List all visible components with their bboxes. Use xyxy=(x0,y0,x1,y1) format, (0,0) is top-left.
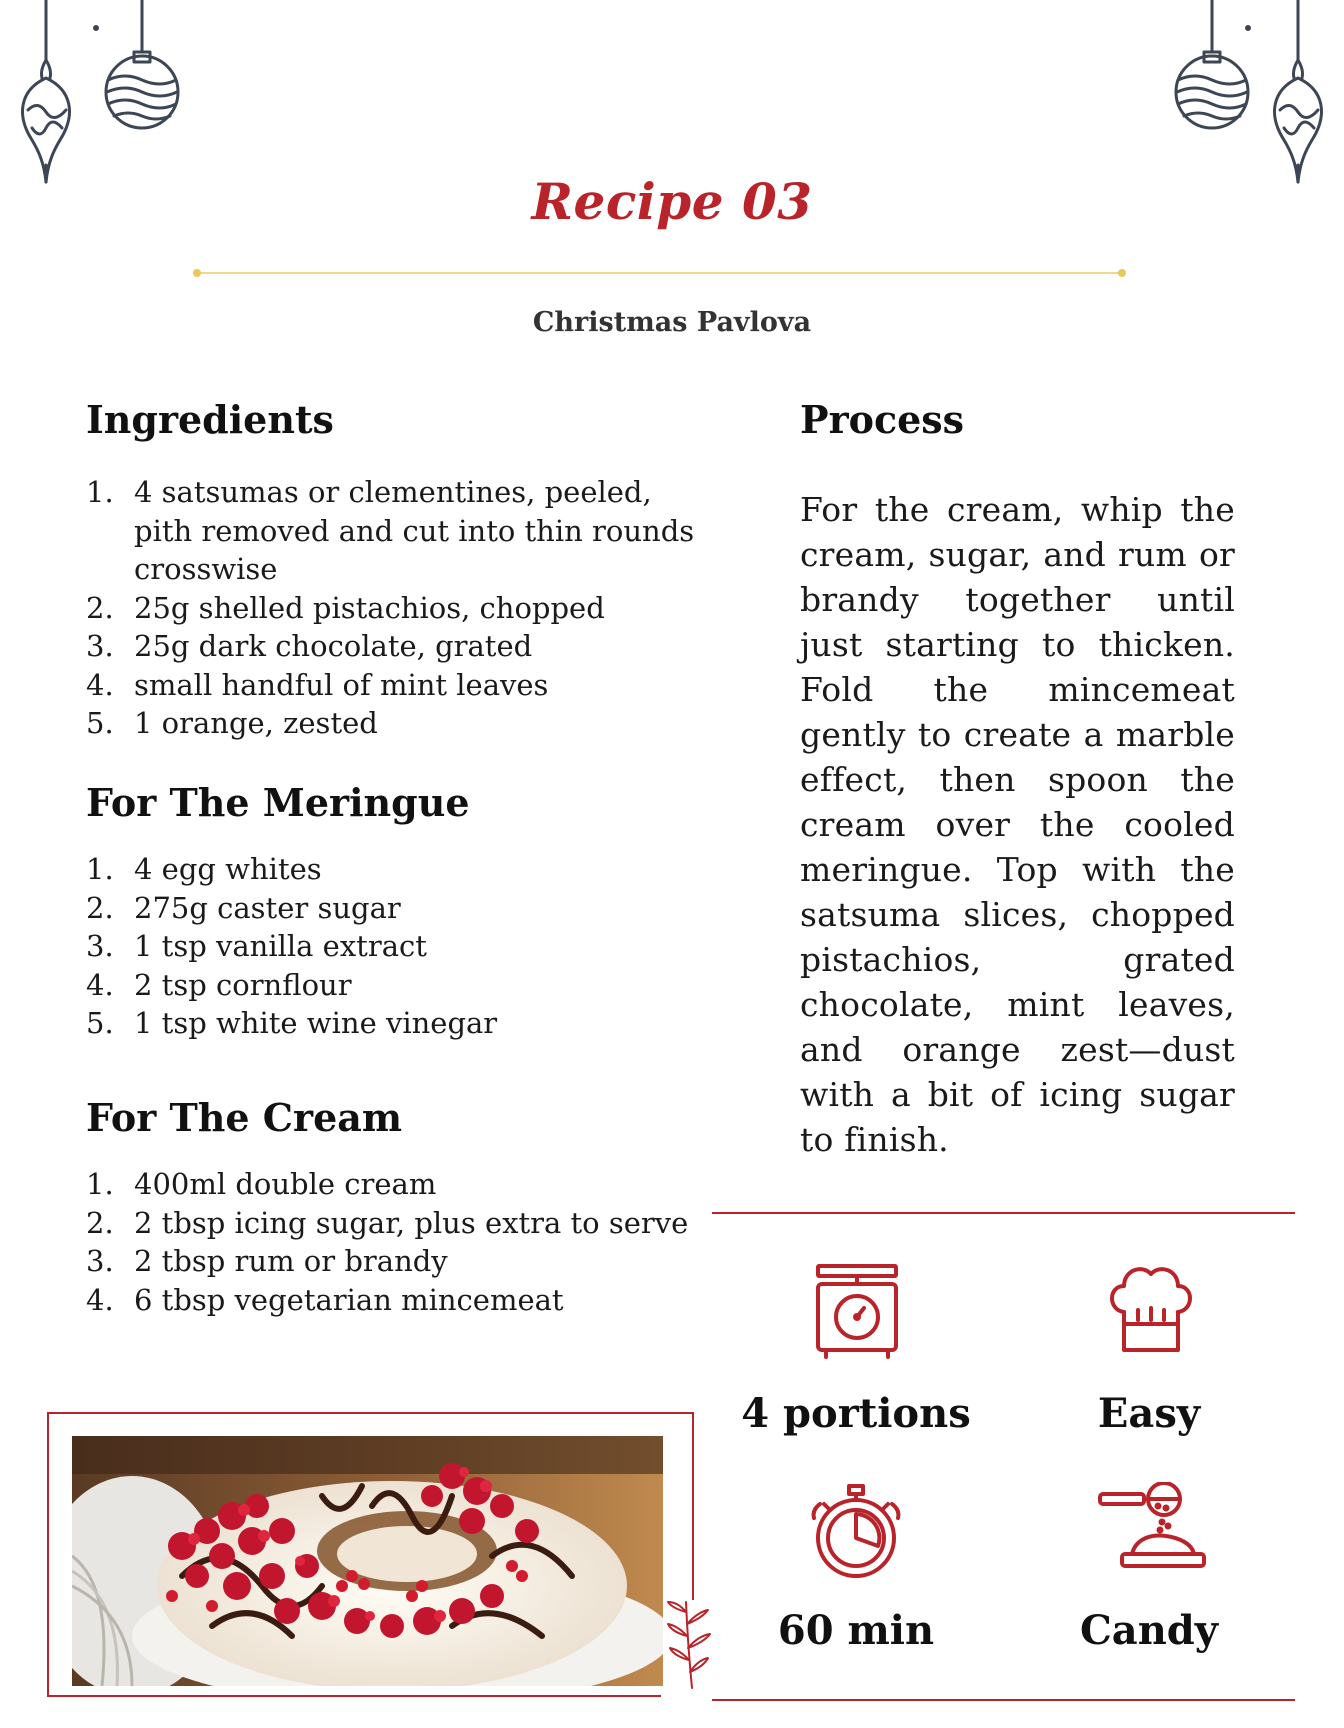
list-item: 1. 400ml double cream xyxy=(86,1167,437,1201)
chef-hat-icon xyxy=(1106,1262,1196,1360)
list-item: 4. 6 tbsp vegetarian mincemeat xyxy=(86,1282,564,1317)
time-value: 60 min xyxy=(777,1607,935,1654)
cream-list xyxy=(86,1165,726,1319)
sifter-icon xyxy=(1096,1482,1206,1582)
stats-bottom-divider xyxy=(712,1699,1295,1701)
title-divider xyxy=(197,272,1122,274)
ingredients-list xyxy=(86,473,726,743)
list-item: 4. small handful of mint leaves xyxy=(86,667,549,702)
photo-frame-bottom xyxy=(47,1695,661,1697)
list-item: 3. 1 tsp vanilla extract xyxy=(86,929,427,963)
list-item: 3. 25g dark chocolate, grated xyxy=(86,629,533,663)
process-heading: Process xyxy=(800,397,965,442)
kitchen-scale-icon xyxy=(812,1262,902,1360)
page-title: Recipe 03 xyxy=(531,172,813,231)
difficulty-value: Easy xyxy=(1097,1390,1201,1437)
photo-frame-left xyxy=(47,1412,49,1697)
list-item: 3. 2 tbsp rum or brandy xyxy=(86,1244,448,1278)
list-item: 1. 4 satsumas or clementines, peeled, pith removed and cut into thin rounds crosswise xyxy=(86,475,695,586)
list-item: 1. 4 egg whites xyxy=(86,852,322,886)
stopwatch-icon xyxy=(806,1482,906,1582)
list-item: 2. 2 tbsp icing sugar, plus extra to serve xyxy=(86,1205,689,1240)
list-item: 4. 2 tsp cornflour xyxy=(86,967,352,1002)
process-text: For the cream, whip the cream, sugar, and rum or brandy together until just starting to thicken. Fold the mincemeat gently to create a marble effect, then spoon the cream over the cooled meringue. Top with the satsuma slices, chopped pistachios, grated chocolate, mint leaves, and orange zest—dust with a bit of icing sugar to finish. xyxy=(800,490,1235,1159)
cream-heading: For The Cream xyxy=(86,1095,403,1140)
meringue-list xyxy=(86,850,726,1043)
list-item: 2. 275g caster sugar xyxy=(86,890,401,925)
photo-frame xyxy=(47,1412,694,1414)
list-item: 2. 25g shelled pistachios, chopped xyxy=(86,590,605,625)
portions-value: 4 portions xyxy=(741,1390,971,1437)
recipe-name: Christmas Pavlova xyxy=(532,307,812,338)
leaf-sprig-icon xyxy=(664,1598,714,1690)
christmas-bauble-icon xyxy=(1164,0,1334,190)
stats-top-divider xyxy=(712,1212,1295,1214)
pavlova-photo xyxy=(72,1436,663,1686)
meringue-heading: For The Meringue xyxy=(86,780,470,825)
ingredients-heading: Ingredients xyxy=(86,397,334,442)
list-item: 5. 1 tsp white wine vinegar xyxy=(86,1006,498,1040)
category-value: Candy xyxy=(1079,1607,1219,1654)
christmas-bauble-icon xyxy=(10,0,180,190)
list-item: 5. 1 orange, zested xyxy=(86,706,378,740)
photo-frame-right xyxy=(692,1412,694,1600)
